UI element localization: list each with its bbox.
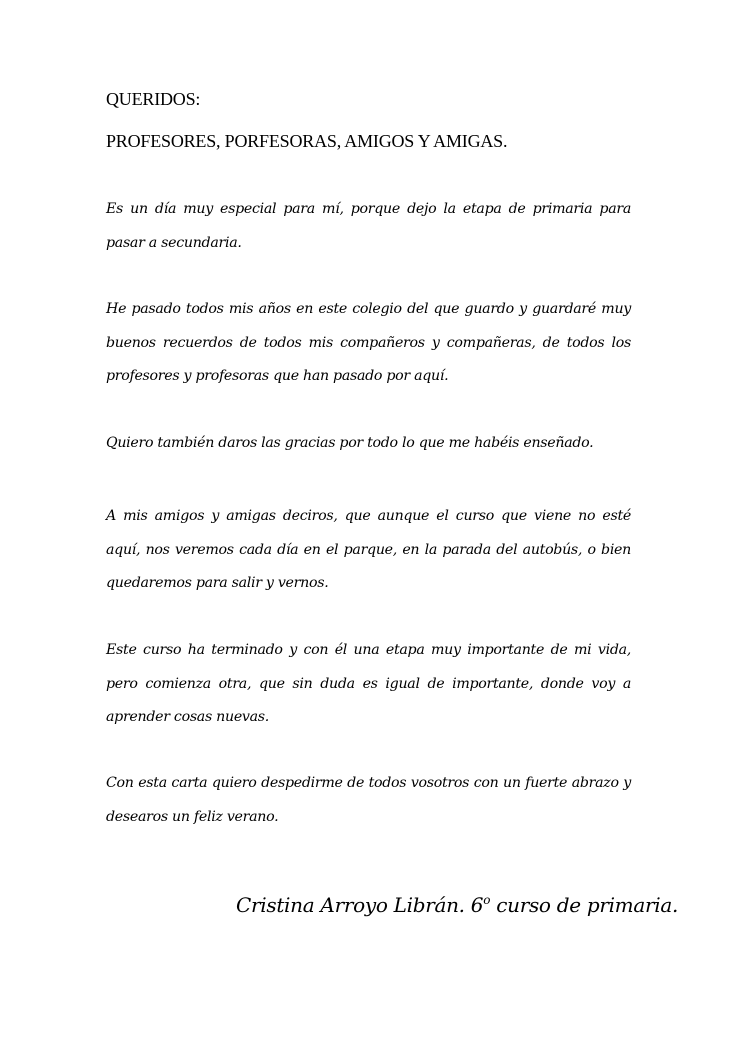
signature-name: Cristina Arroyo Librán. 6	[236, 893, 484, 917]
recipients-line: PROFESORES, PORFESORAS, AMIGOS Y AMIGAS.	[106, 131, 508, 151]
paragraph-3: Quiero también daros las gracias por todo lo que me habéis enseñado.	[106, 435, 594, 451]
paragraph-2: He pasado todos mis años en este colegio del que guardo y guardaré muy buenos recuerdos de todos mis compañeros y compañeras, de todos los profesores y profesoras que han pasado por aquí.	[106, 301, 631, 384]
signature-ordinal-mark: o	[483, 893, 491, 907]
paragraph-5: Este curso ha terminado y con él una etapa muy importante de mi vida, pero comienza otra, que sin duda es igual de importante, donde voy a aprender cosas nuevas.	[106, 642, 631, 725]
paragraph-1: Es un día muy especial para mí, porque dejo la etapa de primaria para pasar a secundaria.	[106, 201, 631, 251]
salutation: QUERIDOS:	[106, 89, 201, 109]
paragraph-6: Con esta carta quiero despedirme de todos vosotros con un fuerte abrazo y desearos un feliz verano.	[106, 775, 631, 825]
paragraph-4: A mis amigos y amigas deciros, que aunque el curso que viene no esté aquí, nos veremos cada día en el parque, en la parada del autobús, o bien quedaremos para salir y vernos.	[106, 508, 631, 591]
signature	[236, 893, 678, 917]
signature-course: curso de primaria.	[490, 893, 679, 917]
